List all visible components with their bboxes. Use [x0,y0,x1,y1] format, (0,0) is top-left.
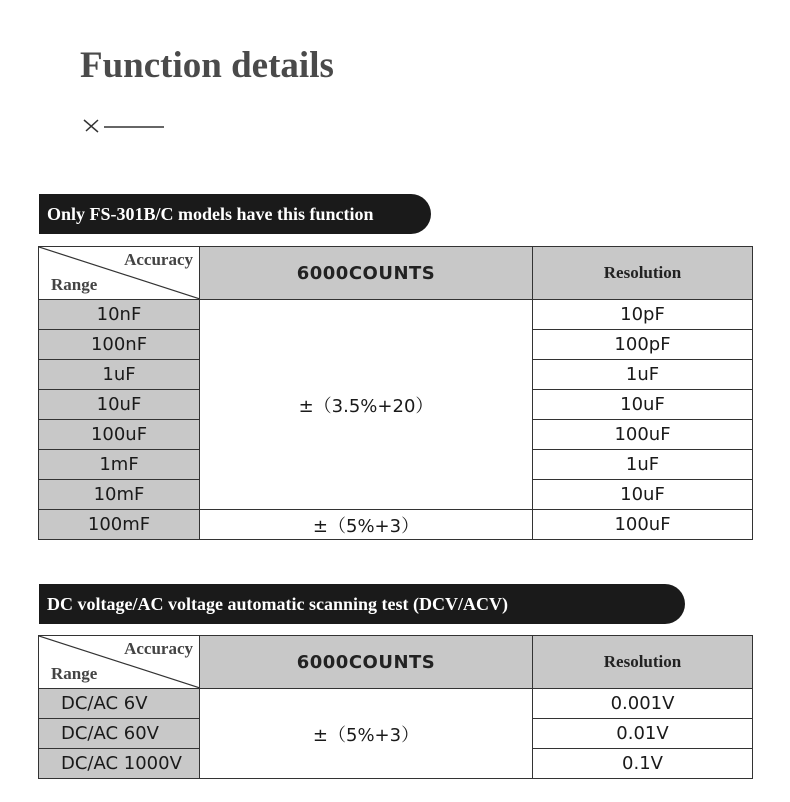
resolution-cell: 100uF [533,510,753,540]
accuracy-cell: ±（5%+3） [200,510,533,540]
resolution-header: Resolution [533,247,753,300]
accuracy-label: Accuracy [124,639,193,658]
range-cell: 100mF [39,510,200,540]
range-cell: 10uF [39,390,200,420]
range-cell: 10nF [39,300,200,330]
resolution-header: Resolution [533,636,753,689]
resolution-cell: 100pF [533,330,753,360]
range-cell: 1mF [39,450,200,480]
header-diagonal-cell [39,636,200,689]
table-row [39,689,753,719]
resolution-cell: 0.01V [533,719,753,749]
accuracy-label: Accuracy [124,250,193,269]
range-cell: 10mF [39,480,200,510]
resolution-cell: 0.1V [533,749,753,779]
page-title: Function details [80,45,334,86]
range-cell: 100uF [39,420,200,450]
range-cell: 1uF [39,360,200,390]
resolution-cell: 10uF [533,390,753,420]
resolution-cell: 0.001V [533,689,753,719]
counts-header: 6000COUNTS [200,247,533,300]
resolution-cell: 100uF [533,420,753,450]
accuracy-cell: ±（3.5%+20） [200,300,533,510]
section1-banner: Only FS-301B/C models have this function [39,194,431,234]
divider-x-line [82,118,172,134]
capacitance-table [38,246,753,540]
range-cell: DC/AC 60V [39,719,200,749]
range-cell: 100nF [39,330,200,360]
section2-banner: DC voltage/AC voltage automatic scanning test (DCV/ACV) [39,584,685,624]
accuracy-cell: ±（5%+3） [200,689,533,779]
resolution-cell: 1uF [533,360,753,390]
counts-header: 6000COUNTS [200,636,533,689]
table-row [39,300,753,330]
resolution-cell: 10pF [533,300,753,330]
resolution-cell: 1uF [533,450,753,480]
range-label: Range [51,275,98,294]
resolution-cell: 10uF [533,480,753,510]
header-diagonal-cell [39,247,200,300]
table-row [39,510,753,540]
range-cell: DC/AC 1000V [39,749,200,779]
voltage-table [38,635,753,779]
range-label: Range [51,664,98,683]
range-cell: DC/AC 6V [39,689,200,719]
